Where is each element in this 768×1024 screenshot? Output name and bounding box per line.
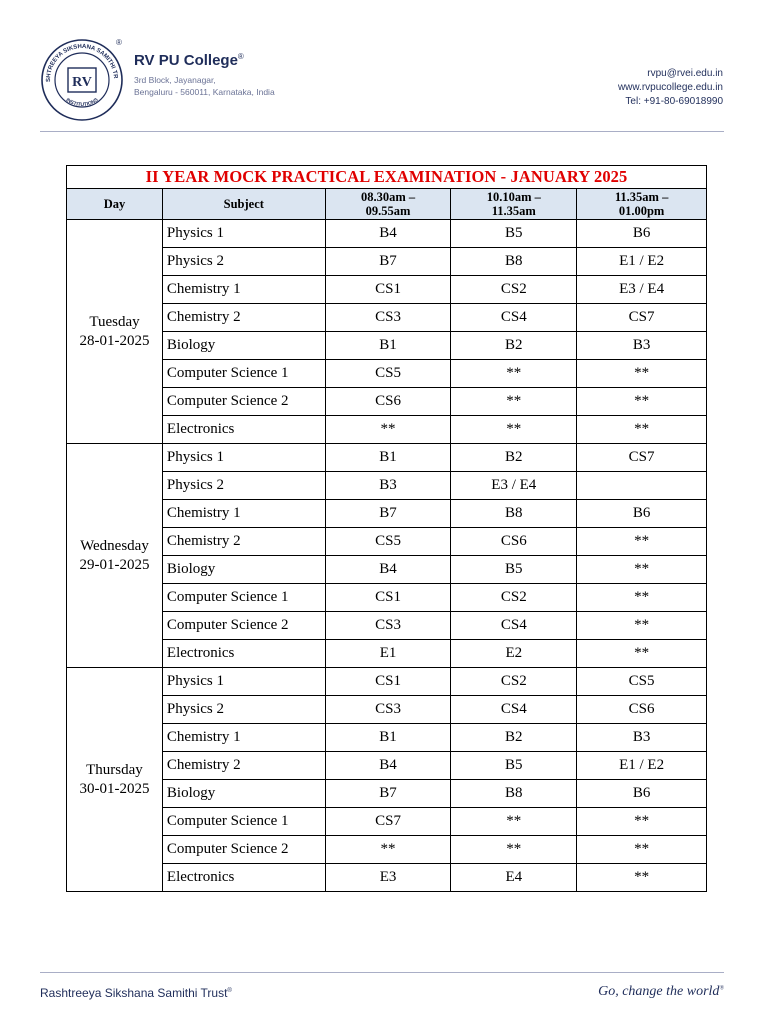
slot-1-cell: E3	[325, 864, 451, 892]
tagline-registered-mark: ®	[719, 985, 724, 992]
table-row	[67, 360, 707, 388]
slot-3-cell: B6	[577, 500, 707, 528]
slot-1-cell: B4	[325, 752, 451, 780]
slot-2-cell: **	[451, 388, 577, 416]
slot-3-cell	[577, 472, 707, 500]
slot-2-cell: **	[451, 836, 577, 864]
contact-phone: Tel: +91-80-69018990	[625, 96, 723, 107]
slot-3-cell: B6	[577, 220, 707, 248]
day-date: 29-01-2025	[79, 556, 150, 573]
slot-2-cell: CS4	[451, 304, 577, 332]
table-row	[67, 612, 707, 640]
slot-2-cell: E2	[451, 640, 577, 668]
table-row	[67, 752, 707, 780]
logo-registered-mark: ®	[116, 38, 122, 47]
slot-1-cell: B3	[325, 472, 451, 500]
slot-2-cell: CS4	[451, 612, 577, 640]
slot-1-cell: E1	[325, 640, 451, 668]
slot-3-cell: B3	[577, 724, 707, 752]
subject-cell: Chemistry 2	[162, 752, 325, 780]
day-name: Wednesday	[80, 537, 149, 554]
subject-cell: Physics 1	[162, 668, 325, 696]
subject-cell: Physics 1	[162, 220, 325, 248]
slot-2-cell: **	[451, 360, 577, 388]
slot-3-cell: **	[577, 640, 707, 668]
subject-cell: Chemistry 1	[162, 276, 325, 304]
header-slot-1-line1: 08.30am –	[360, 190, 416, 204]
table-row	[67, 248, 707, 276]
slot-3-cell: **	[577, 556, 707, 584]
table-title: II YEAR MOCK PRACTICAL EXAMINATION - JANUARY 2025	[67, 166, 707, 189]
header-subject: Subject	[162, 189, 325, 220]
slot-1-cell: B7	[325, 248, 451, 276]
slot-2-cell: B5	[451, 556, 577, 584]
table-row	[67, 332, 707, 360]
table-row	[67, 556, 707, 584]
subject-cell: Electronics	[162, 640, 325, 668]
table-row	[67, 584, 707, 612]
table-row	[67, 304, 707, 332]
emblem-top-text: SHTREEYA SIKSHANA SAMITHI TR	[45, 43, 119, 82]
slot-3-cell: CS6	[577, 696, 707, 724]
subject-cell: Chemistry 2	[162, 304, 325, 332]
footer-registered-mark: ®	[227, 988, 232, 994]
slot-2-cell: CS2	[451, 668, 577, 696]
slot-1-cell: CS5	[325, 528, 451, 556]
subject-cell: Physics 1	[162, 444, 325, 472]
day-cell	[67, 668, 163, 892]
slot-1-cell: B4	[325, 556, 451, 584]
svg-text:INSTITUTIONS	[65, 97, 100, 108]
subject-cell: Chemistry 1	[162, 500, 325, 528]
day-name: Thursday	[86, 761, 143, 778]
footer-divider	[40, 972, 724, 973]
footer-trust-name	[40, 986, 232, 1000]
header-slot-2-line1: 10.10am –	[486, 190, 541, 204]
slot-1-cell: B7	[325, 780, 451, 808]
slot-1-cell: B4	[325, 220, 451, 248]
table-row	[67, 668, 707, 696]
subject-cell: Physics 2	[162, 472, 325, 500]
table-row	[67, 220, 707, 248]
subject-cell: Computer Science 2	[162, 612, 325, 640]
header-day: Day	[67, 189, 163, 220]
college-name	[134, 52, 244, 69]
slot-1-cell: CS5	[325, 360, 451, 388]
header-slot-1	[325, 189, 451, 220]
slot-2-cell: B8	[451, 780, 577, 808]
slot-1-cell: CS3	[325, 696, 451, 724]
slot-3-cell: **	[577, 612, 707, 640]
subject-cell: Electronics	[162, 416, 325, 444]
contact-email[interactable]: rvpu@rvei.edu.in	[647, 68, 723, 79]
subject-cell: Computer Science 2	[162, 388, 325, 416]
slot-1-cell: CS1	[325, 668, 451, 696]
slot-1-cell: B1	[325, 444, 451, 472]
subject-cell: Chemistry 1	[162, 724, 325, 752]
table-row	[67, 528, 707, 556]
slot-2-cell: CS2	[451, 276, 577, 304]
slot-2-cell: CS2	[451, 584, 577, 612]
subject-cell: Electronics	[162, 864, 325, 892]
emblem-bottom-text: INSTITUTIONS	[64, 97, 100, 109]
emblem-monogram: RV	[72, 75, 92, 90]
subject-cell: Chemistry 2	[162, 528, 325, 556]
contact-website[interactable]: www.rvpucollege.edu.in	[617, 82, 723, 93]
header-slot-2-line2: 11.35am	[491, 204, 536, 218]
address-line-2: Bengaluru - 560011, Karnataka, India	[134, 87, 275, 97]
slot-2-cell: **	[451, 416, 577, 444]
table-title-row	[67, 166, 707, 189]
registered-mark: ®	[237, 52, 244, 61]
table-row	[67, 640, 707, 668]
slot-2-cell: CS6	[451, 528, 577, 556]
slot-3-cell: **	[577, 360, 707, 388]
college-name-text: RV PU College	[134, 52, 238, 69]
header-slot-3-line1: 11.35am –	[614, 190, 669, 204]
day-date: 30-01-2025	[79, 780, 150, 797]
slot-1-cell: B1	[325, 724, 451, 752]
subject-cell: Biology	[162, 332, 325, 360]
slot-1-cell: **	[325, 416, 451, 444]
slot-2-cell: B8	[451, 248, 577, 276]
slot-3-cell: **	[577, 864, 707, 892]
slot-3-cell: **	[577, 584, 707, 612]
slot-3-cell: **	[577, 836, 707, 864]
slot-1-cell: CS6	[325, 388, 451, 416]
subject-cell: Biology	[162, 780, 325, 808]
subject-cell: Computer Science 1	[162, 360, 325, 388]
table-row	[67, 808, 707, 836]
header-divider	[40, 131, 724, 132]
day-cell	[67, 444, 163, 668]
slot-1-cell: B1	[325, 332, 451, 360]
slot-2-cell: E3 / E4	[451, 472, 577, 500]
header-slot-3-line2: 01.00pm	[618, 204, 665, 218]
slot-2-cell: B2	[451, 724, 577, 752]
subject-cell: Computer Science 1	[162, 584, 325, 612]
footer-trust-name-text: Rashtreeya Sikshana Samithi Trust	[40, 986, 228, 1000]
slot-3-cell: E1 / E2	[577, 752, 707, 780]
slot-3-cell: **	[577, 528, 707, 556]
subject-cell: Computer Science 1	[162, 808, 325, 836]
slot-3-cell: CS7	[577, 444, 707, 472]
table-row	[67, 416, 707, 444]
table-row	[67, 864, 707, 892]
slot-3-cell: B6	[577, 780, 707, 808]
day-name: Tuesday	[89, 313, 140, 330]
slot-3-cell: E1 / E2	[577, 248, 707, 276]
table-row	[67, 836, 707, 864]
slot-3-cell: CS7	[577, 304, 707, 332]
table-header-row	[67, 189, 707, 220]
slot-2-cell: B2	[451, 332, 577, 360]
table-row	[67, 388, 707, 416]
slot-2-cell: **	[451, 808, 577, 836]
subject-cell: Physics 2	[162, 696, 325, 724]
slot-2-cell: B5	[451, 220, 577, 248]
header-slot-1-line2: 09.55am	[365, 204, 411, 218]
slot-1-cell: CS1	[325, 584, 451, 612]
slot-3-cell: CS5	[577, 668, 707, 696]
table-row	[67, 276, 707, 304]
table-row	[67, 724, 707, 752]
footer-tagline-text: Go, change the world	[598, 984, 720, 999]
slot-1-cell: B7	[325, 500, 451, 528]
slot-3-cell: E3 / E4	[577, 276, 707, 304]
footer-tagline	[598, 984, 724, 1000]
table-row	[67, 472, 707, 500]
table-row	[67, 444, 707, 472]
table-row	[67, 696, 707, 724]
slot-2-cell: B2	[451, 444, 577, 472]
slot-3-cell: **	[577, 808, 707, 836]
slot-2-cell: CS4	[451, 696, 577, 724]
slot-1-cell: CS3	[325, 304, 451, 332]
table-row	[67, 780, 707, 808]
table-row	[67, 500, 707, 528]
subject-cell: Computer Science 2	[162, 836, 325, 864]
day-cell	[67, 220, 163, 444]
college-emblem-logo	[40, 38, 124, 122]
slot-1-cell: **	[325, 836, 451, 864]
day-date: 28-01-2025	[79, 332, 150, 349]
slot-3-cell: B3	[577, 332, 707, 360]
header-slot-2	[451, 189, 577, 220]
exam-schedule-table	[66, 165, 707, 892]
subject-cell: Biology	[162, 556, 325, 584]
slot-1-cell: CS7	[325, 808, 451, 836]
slot-3-cell: **	[577, 388, 707, 416]
slot-3-cell: **	[577, 416, 707, 444]
slot-1-cell: CS3	[325, 612, 451, 640]
slot-2-cell: E4	[451, 864, 577, 892]
slot-2-cell: B5	[451, 752, 577, 780]
slot-2-cell: B8	[451, 500, 577, 528]
header-slot-3	[577, 189, 707, 220]
subject-cell: Physics 2	[162, 248, 325, 276]
slot-1-cell: CS1	[325, 276, 451, 304]
address-line-1: 3rd Block, Jayanagar,	[134, 75, 216, 85]
